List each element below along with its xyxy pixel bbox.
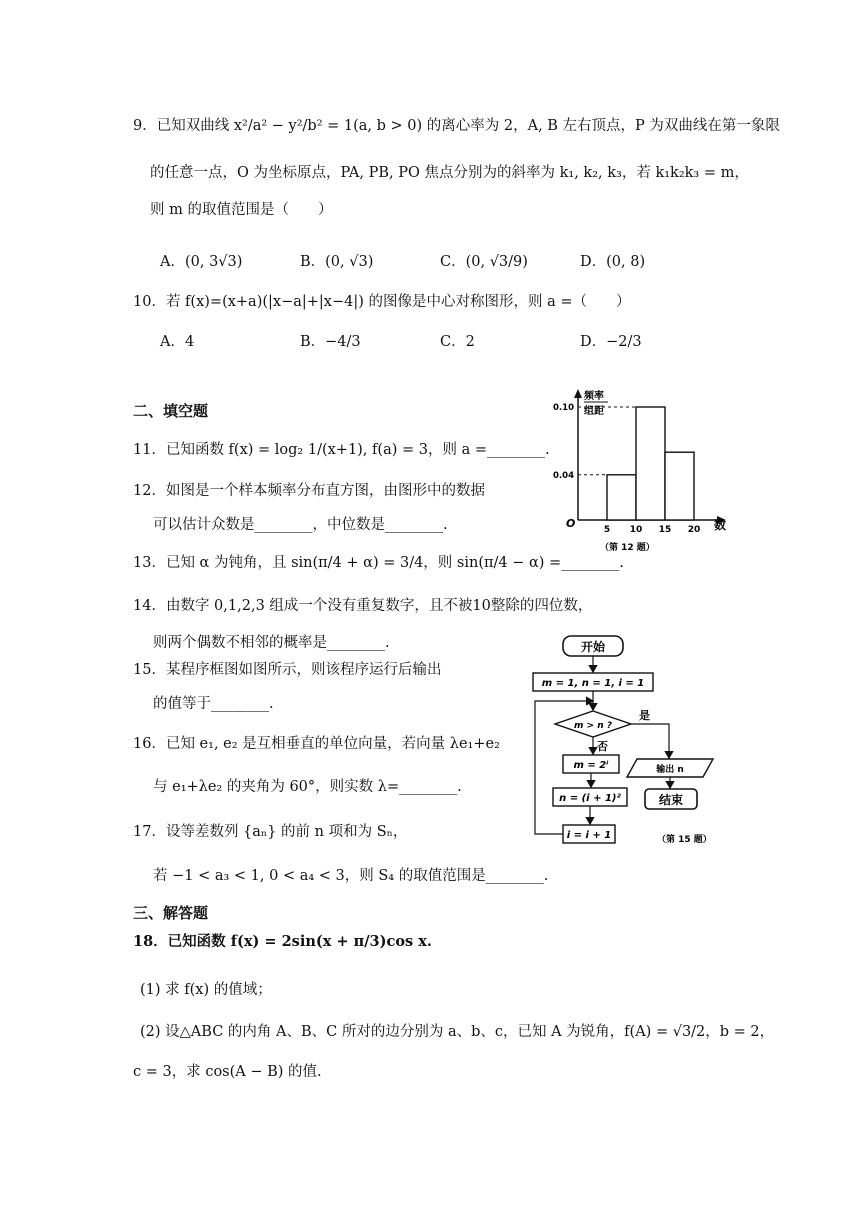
- histogram-x-tick: 10: [629, 525, 643, 535]
- section-solve-title: 三、解答题: [133, 904, 209, 922]
- q18-line1: 18．已知函数 f(x) = 2sin(x + π/3)cos x.: [133, 933, 432, 950]
- section-fill-in-title: 二、填空题: [133, 402, 209, 420]
- q13-text: 13．已知 α 为钝角，且 sin(π/4 + α) = 3/4，则 sin(π/4 − α) =________.: [133, 555, 624, 571]
- q17-line1: 17．设等差数列 {aₙ} 的前 n 项和为 Sₙ，: [133, 824, 408, 840]
- q10-option-c: C．2: [440, 334, 475, 350]
- q15-line2: 的值等于________.: [153, 696, 274, 712]
- histogram-y-tick: 0.04: [553, 470, 574, 481]
- q18-line2: (1) 求 f(x) 的值域；: [140, 982, 272, 998]
- histogram-caption: （第 12 题）: [600, 543, 655, 553]
- q18-line3: (2) 设△ABC 的内角 A、B、C 所对的边分别为 a、b、c，已知 A 为锐角，f(A) = √3/2，b = 2，: [140, 1024, 775, 1040]
- q12-line1: 12．如图是一个样本频率分布直方图，由图形中的数据: [133, 483, 485, 499]
- q9-line2: 的任意一点，O 为坐标原点，PA, PB, PO 焦点分别为的斜率为 k₁, k₂, k₃，若 k₁k₂k₃ = m，: [150, 165, 749, 181]
- histogram-figure: [548, 385, 738, 555]
- flow-start-label: 开始: [580, 640, 606, 654]
- histogram-bars: [607, 407, 694, 520]
- flow-incr-label: i = i + 1: [566, 830, 612, 841]
- histogram-bar: [607, 475, 636, 520]
- histogram-x-tick: 15: [658, 525, 672, 535]
- flow-output-label: 输出 n: [656, 765, 684, 775]
- q10-option-d: D．−2/3: [580, 334, 642, 350]
- flowchart-caption: （第 15 题）: [657, 835, 712, 845]
- q14-line1: 14．由数字 0,1,2,3 组成一个没有重复数字，且不被10整除的四位数，: [133, 598, 593, 614]
- histogram-bar: [665, 452, 694, 520]
- flow-end-label: 结束: [658, 793, 684, 807]
- y-label-top: 频率: [584, 391, 604, 402]
- x-axis-label: 数: [714, 518, 727, 532]
- y-label-bottom: 组距: [584, 406, 604, 417]
- q14-line2: 则两个偶数不相邻的概率是________.: [153, 635, 390, 651]
- q16-line2: 与 e₁+λe₂ 的夹角为 60°，则实数 λ=________.: [153, 779, 462, 795]
- flowchart-figure: [527, 630, 732, 855]
- histogram-y-tick: 0.10: [553, 403, 574, 413]
- q9-option-d: D．(0, 8): [580, 254, 646, 270]
- q12-line2: 可以估计众数是________，中位数是________.: [153, 517, 448, 533]
- q10-option-a: A．4: [160, 334, 195, 350]
- q9-option-c: C．(0, √3/9): [440, 254, 528, 270]
- origin-label: O: [566, 517, 576, 530]
- flow-assign-n-label: n = (i + 1)²: [559, 793, 621, 804]
- q11-text: 11．已知函数 f(x) = log₂ 1/(x+1), f(a) = 3，则 a =________.: [133, 442, 550, 458]
- q9-option-a: A．(0, 3√3): [160, 254, 243, 270]
- flow-assign-m-label: m = 2ⁱ: [573, 760, 609, 771]
- q10-line1: 10．若 f(x)=(x+a)(|x−a|+|x−4|) 的图像是中心对称图形，则 a =（ ）: [133, 294, 631, 310]
- y-axis-arrow: [574, 389, 582, 398]
- q17-line2: 若 −1 < a₃ < 1, 0 < a₄ < 3，则 S₄ 的取值范围是________.: [153, 868, 549, 884]
- q15-line1: 15．某程序框图如图所示，则该程序运行后输出: [133, 662, 442, 678]
- q10-option-b: B．−4/3: [300, 334, 361, 350]
- flow-init-label: m = 1, n = 1, i = 1: [541, 678, 645, 689]
- flow-decision-label: m > n ?: [574, 721, 612, 731]
- histogram-x-tick: 5: [603, 525, 611, 535]
- q9-option-b: B．(0, √3): [300, 254, 374, 270]
- q18-line4: c = 3，求 cos(A − B) 的值.: [133, 1064, 322, 1080]
- flow-arrow-yes: [631, 724, 669, 758]
- histogram-x-tick: 20: [687, 525, 701, 535]
- q9-line1: 9．已知双曲线 x²/a² − y²/b² = 1(a, b > 0) 的离心率为 2，A, B 左右顶点，P 为双曲线在第一象限: [133, 118, 780, 134]
- histogram-bar: [636, 407, 665, 520]
- flow-no-label: 否: [597, 740, 608, 753]
- flow-yes-label: 是: [639, 709, 650, 722]
- q9-line3: 则 m 的取值范围是（ ）: [150, 202, 333, 218]
- q16-line1: 16．已知 e₁, e₂ 是互相垂直的单位向量，若向量 λe₁+e₂: [133, 736, 500, 752]
